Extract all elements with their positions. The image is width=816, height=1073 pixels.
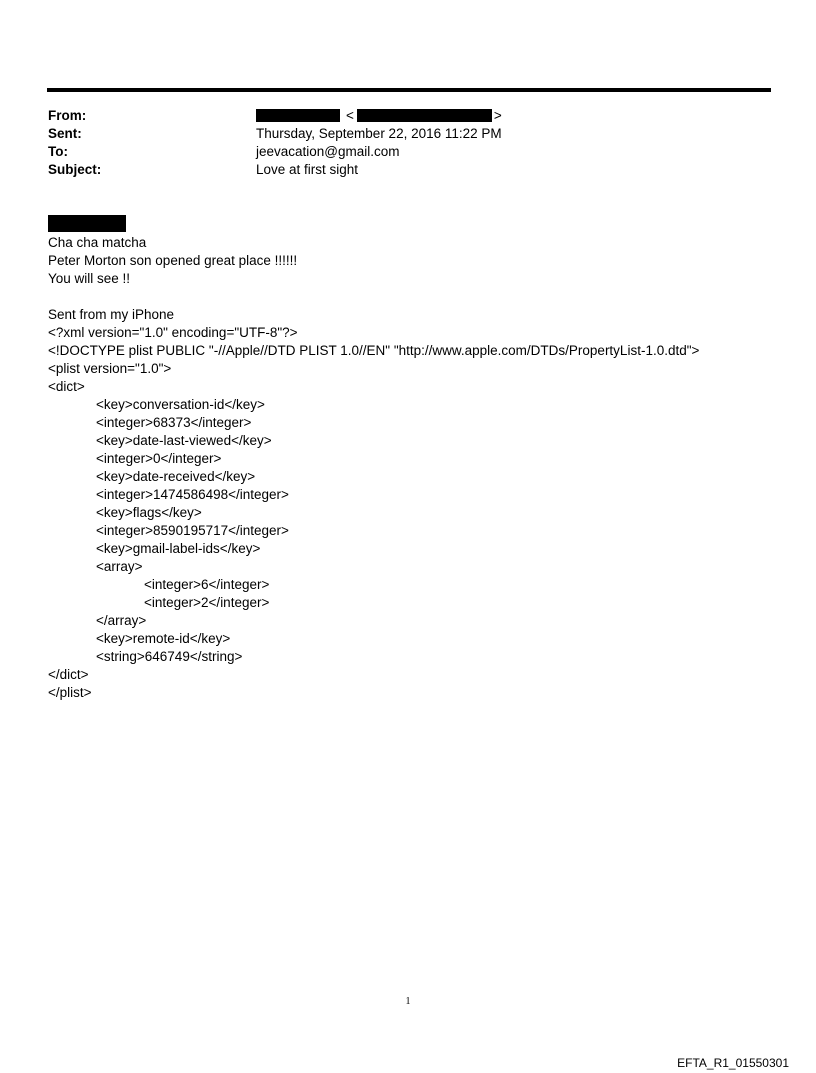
body-line: <integer>1474586498</integer>: [96, 487, 289, 502]
subject-label: Subject:: [48, 162, 102, 177]
from-row: [48, 107, 502, 125]
body-line: </dict>: [48, 667, 89, 682]
body-line: <key>remote-id</key>: [96, 631, 231, 646]
body-line: <string>646749</string>: [96, 649, 243, 664]
body-line: Cha cha matcha: [48, 235, 147, 250]
from-lt: <: [346, 108, 354, 123]
body-line: <plist version="1.0">: [48, 361, 172, 376]
body-line: <!DOCTYPE plist PUBLIC "-//Apple//DTD PLIST 1.0//EN" "http://www.apple.com/DTDs/PropertyList-1.0.dtd">: [48, 343, 700, 358]
body-line: </array>: [96, 613, 147, 628]
body-line: <integer>2</integer>: [144, 595, 270, 610]
to-value: jeevacation@gmail.com: [256, 144, 400, 159]
body-line: <integer>68373</integer>: [96, 415, 252, 430]
sent-label: Sent:: [48, 126, 82, 141]
to-row: [48, 143, 502, 161]
body-line: You will see !!: [48, 271, 131, 286]
sent-value: Thursday, September 22, 2016 11:22 PM: [256, 126, 502, 141]
email-body: [48, 234, 699, 702]
subject-value: Love at first sight: [256, 162, 359, 177]
subject-row: [48, 161, 502, 179]
document-id: EFTA_R1_01550301: [677, 1056, 789, 1070]
email-header: [48, 107, 502, 179]
header-rule: [47, 88, 771, 92]
body-line: <key>gmail-label-ids</key>: [96, 541, 261, 556]
from-gt: >: [493, 108, 502, 123]
body-line: <integer>8590195717</integer>: [96, 523, 289, 538]
body-line: <?xml version="1.0" encoding="UTF-8"?>: [48, 325, 298, 340]
redacted-greeting: [48, 215, 126, 232]
body-line: <dict>: [48, 379, 85, 394]
body-blank-line: [48, 288, 699, 306]
page-number: 1: [405, 996, 411, 1007]
body-line: <key>date-received</key>: [96, 469, 256, 484]
body-line: <integer>0</integer>: [96, 451, 222, 466]
body-line: <key>date-last-viewed</key>: [96, 433, 272, 448]
redacted-sender-name: [256, 109, 340, 122]
body-line: <key>conversation-id</key>: [96, 397, 265, 412]
redacted-sender-email: [357, 109, 492, 122]
to-label: To:: [48, 144, 68, 159]
body-line: </plist>: [48, 685, 92, 700]
body-line: <array>: [96, 559, 143, 574]
sent-row: [48, 125, 502, 143]
body-line: Peter Morton son opened great place !!!!!!: [48, 253, 298, 268]
body-line: <key>flags</key>: [96, 505, 202, 520]
body-line: <integer>6</integer>: [144, 577, 270, 592]
from-value: [256, 107, 502, 125]
from-label: From:: [48, 108, 87, 123]
body-line: Sent from my iPhone: [48, 307, 175, 322]
